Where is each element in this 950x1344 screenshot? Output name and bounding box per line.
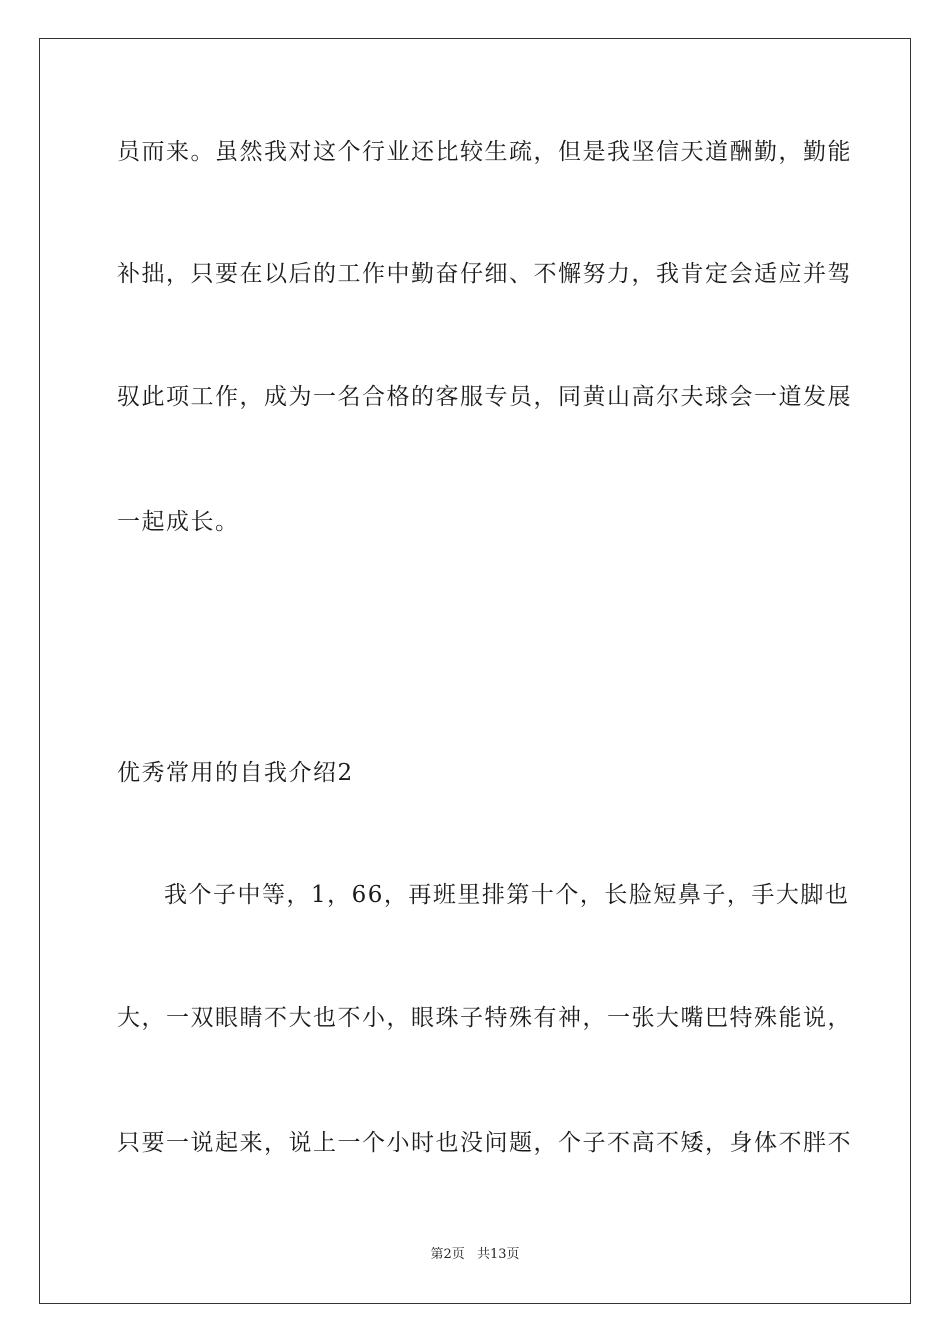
paragraph-1-line-3: 驭此项工作，成为一名合格的客服专员，同黄山高尔夫球会一道发展 — [117, 384, 852, 410]
page-total: 共13页 — [476, 1247, 520, 1262]
page-number: 第2页 — [430, 1247, 465, 1262]
paragraph-2-line-1: 我个子中等，1，66，再班里排第十个，长脸短鼻子，手大脚也 — [164, 882, 850, 908]
paragraph-1-line-1: 员而来。虽然我对这个行业还比较生疏，但是我坚信天道酬勤，勤能 — [117, 139, 852, 165]
page-border — [39, 38, 911, 1304]
paragraph-2-line-3: 只要一说起来，说上一个小时也没问题，个子不高不矮，身体不胖不 — [117, 1130, 852, 1156]
paragraph-1-line-4: 一起成长。 — [117, 509, 240, 535]
page-footer — [0, 1246, 950, 1264]
section-heading: 优秀常用的自我介绍2 — [117, 760, 354, 786]
paragraph-1-line-2: 补拙，只要在以后的工作中勤奋仔细、不懈努力，我肯定会适应并驾 — [117, 261, 852, 287]
paragraph-2-line-2: 大，一双眼睛不大也不小，眼珠子特殊有神，一张大嘴巴特殊能说， — [117, 1005, 852, 1031]
